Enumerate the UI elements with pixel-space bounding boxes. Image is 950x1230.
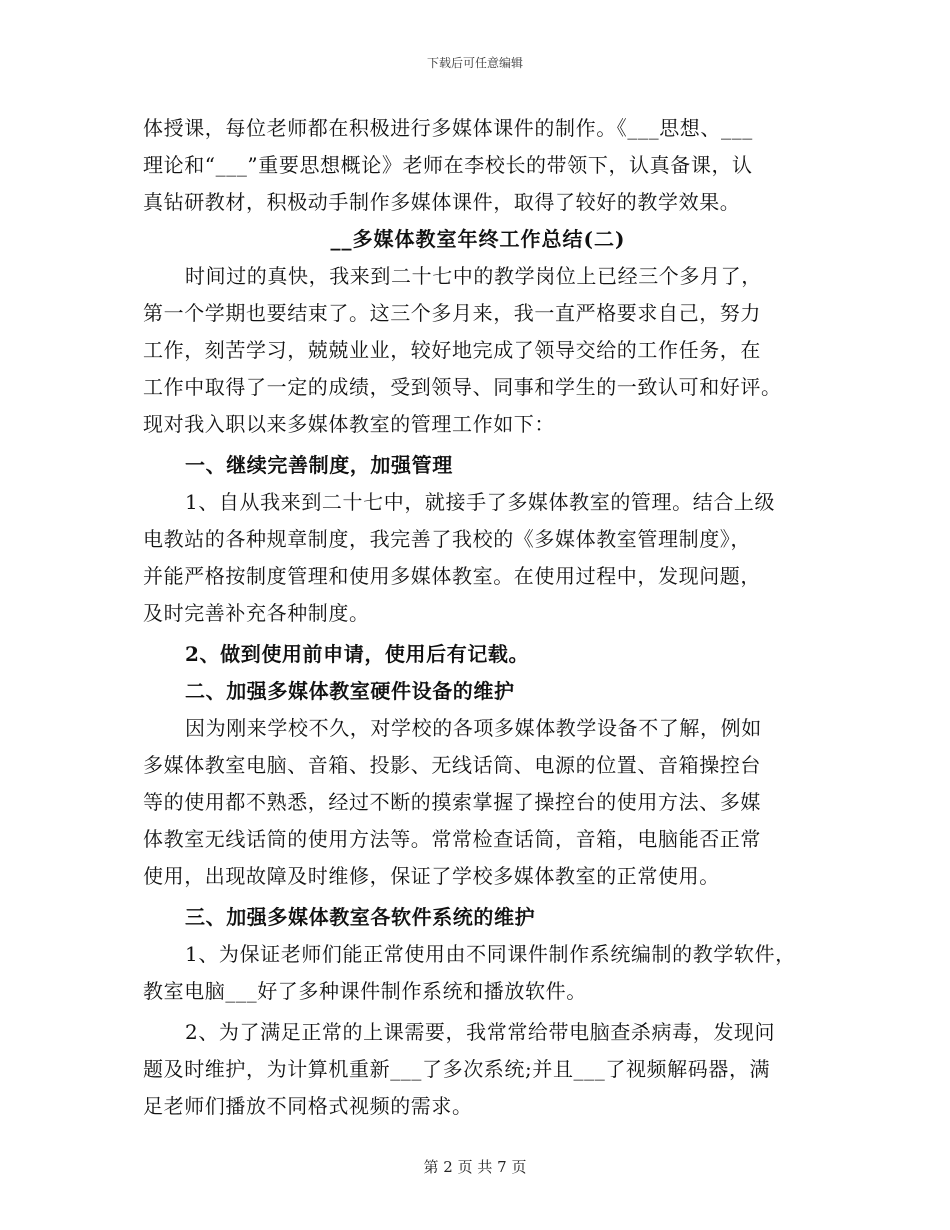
- page-footer: 第 2 页 共 7 页: [423, 1158, 527, 1176]
- paragraph-line: 真钻研教材，积极动手制作多媒体课件，取得了较好的教学效果。: [143, 190, 741, 214]
- heading-3: 三、加强多媒体教室各软件系统的维护: [185, 905, 536, 929]
- paragraph-line: 并能严格按制度管理和使用多媒体教室。在使用过程中，发现问题，: [143, 564, 761, 588]
- paragraph-line: 多媒体教室电脑、音箱、投影、无线话筒、电源的位置、音箱操控台: [143, 753, 761, 777]
- heading-2: 二、加强多媒体教室硬件设备的维护: [185, 679, 515, 703]
- paragraph-line: 现对我入职以来多媒体教室的管理工作如下：: [143, 412, 555, 436]
- paragraph-line: 电教站的各种规章制度，我完善了我校的《多媒体教室管理制度》，: [143, 527, 751, 551]
- heading-1: 一、继续完善制度，加强管理: [185, 453, 453, 477]
- paragraph-line: 等的使用都不熟悉，经过不断的摸索掌握了操控台的使用方法、多媒: [143, 790, 761, 814]
- paragraph-line: 时间过的真快，我来到二十七中的教学岗位上已经三个多月了，: [185, 264, 762, 288]
- paragraph-line: 因为刚来学校不久，对学校的各项多媒体教学设备不了解，例如: [185, 716, 762, 740]
- paragraph-line: 体授课，每位老师都在积极进行多媒体课件的制作。《___思想、___: [143, 116, 753, 140]
- paragraph-line: 理论和“___”重要思想概论》老师在李校长的带领下，认真备课，认: [143, 153, 753, 177]
- paragraph-line: 使用，出现故障及时维修，保证了学校多媒体教室的正常使用。: [143, 864, 720, 888]
- paragraph-line: 教室电脑___好了多种课件制作系统和播放软件。: [143, 979, 587, 1003]
- paragraph-line: 2、为了满足正常的上课需要，我常常给带电脑查杀病毒，发现问: [185, 1020, 776, 1044]
- paragraph-line: 1、为保证老师们能正常使用由不同课件制作系统编制的教学软件，: [185, 942, 796, 966]
- page-header: 下载后可任意编辑: [426, 56, 523, 70]
- paragraph-line: 1、自从我来到二十七中，就接手了多媒体教室的管理。结合上级: [185, 490, 776, 514]
- section-title: __多媒体教室年终工作总结(二): [330, 227, 626, 251]
- paragraph-line: 第一个学期也要结束了。这三个多月来，我一直严格要求自己，努力: [143, 301, 761, 325]
- paragraph-line: 工作，刻苦学习，兢兢业业，较好地完成了领导交给的工作任务，在: [143, 338, 761, 362]
- paragraph-line: 体教室无线话筒的使用方法等。常常检查话筒，音箱，电脑能否正常: [143, 827, 761, 851]
- paragraph-line: 及时完善补充各种制度。: [143, 601, 370, 625]
- document-body: [143, 110, 813, 1125]
- paragraph-line: 题及时维护，为计算机重新___了多次系统;并且___了视频解码器，满: [143, 1057, 771, 1081]
- paragraph-line: 足老师们播放不同格式视频的需求。: [143, 1094, 473, 1118]
- paragraph-line: 工作中取得了一定的成绩，受到领导、同事和学生的一致认可和好评。: [143, 375, 782, 399]
- bold-paragraph: 2、做到使用前申请，使用后有记载。: [185, 642, 530, 666]
